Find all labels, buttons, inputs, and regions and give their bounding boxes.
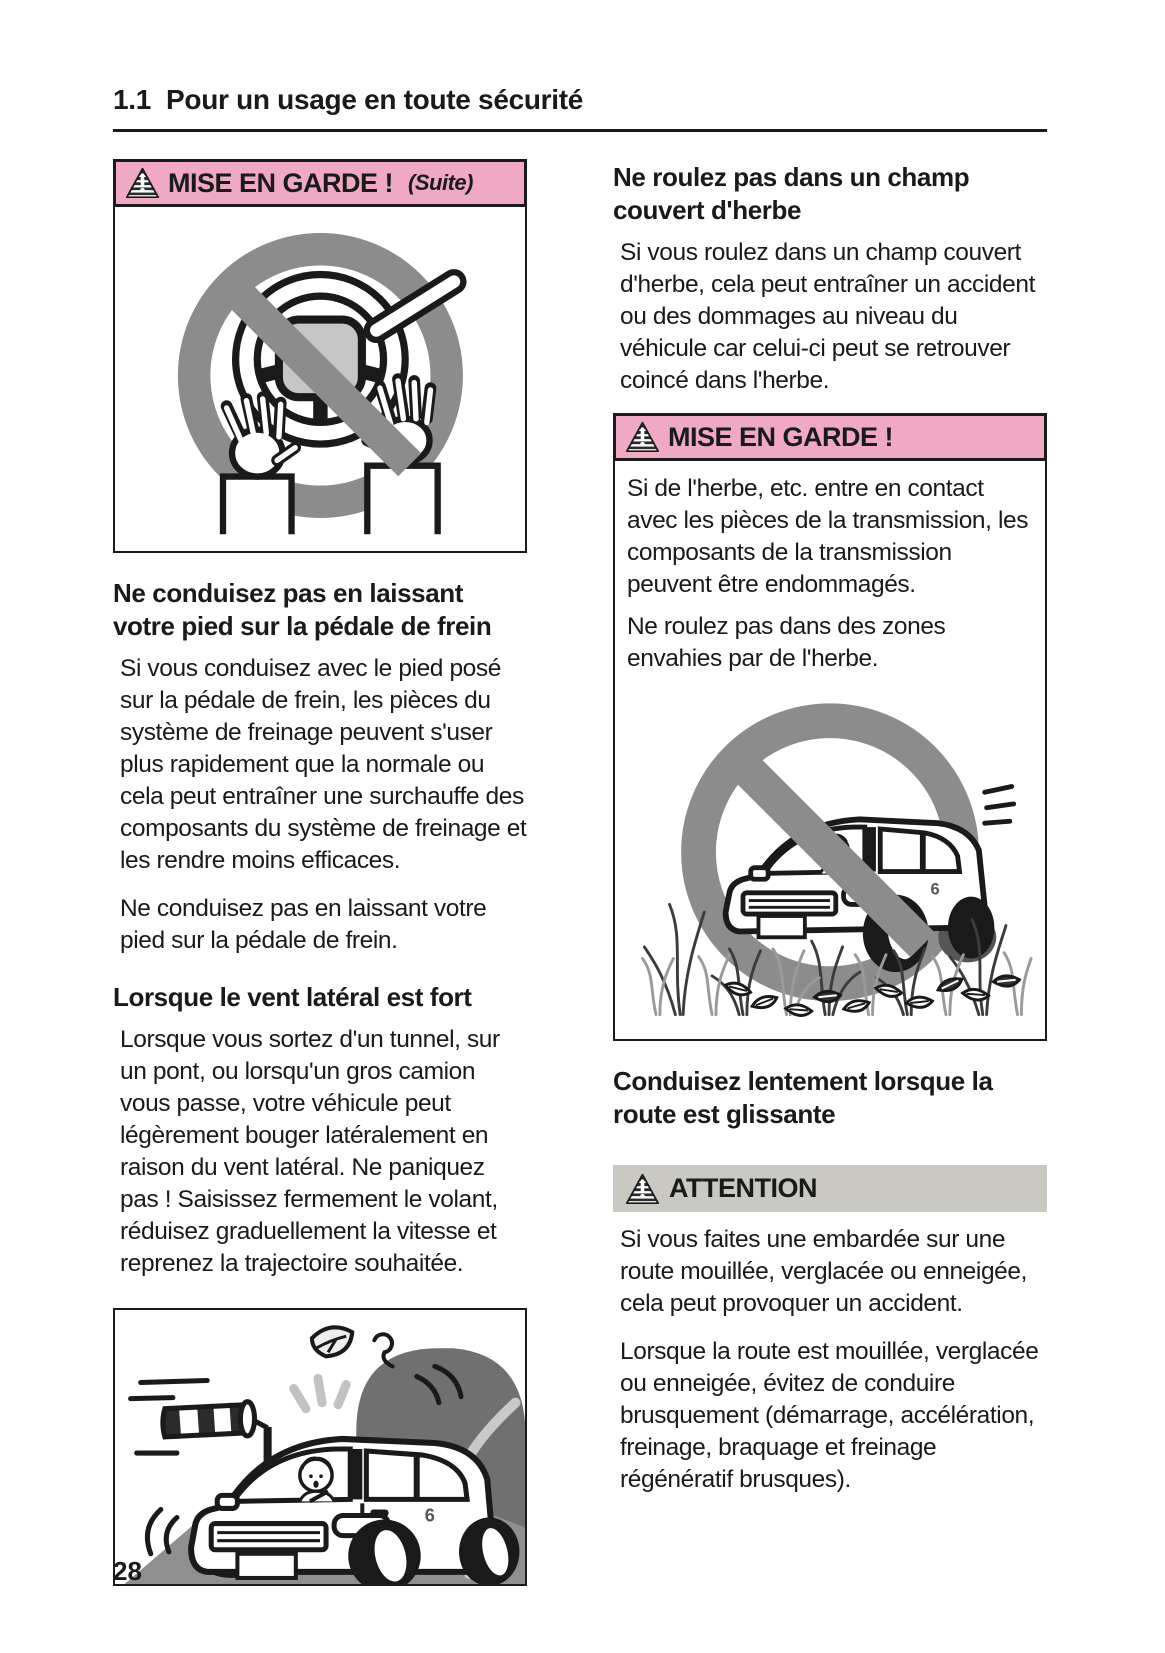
warning-box-image-area [113, 207, 527, 553]
heading-brake-pedal: Ne conduisez pas en laissant votre pied sur la pédale de frein [113, 578, 492, 641]
two-column-layout [113, 159, 1047, 1586]
grass-driving-prohibited-illustration [627, 685, 1033, 1031]
section-title: Pour un usage en toute sécurité [166, 84, 584, 115]
attention-paragraph-1: Si vous faites une embardée sur une route mouillée, verglacée ou enneigée, cela peut provoquer un accident. [620, 1226, 1028, 1317]
attention-box-header [613, 1165, 1047, 1212]
crosswind-illustration-box [113, 1308, 527, 1586]
paragraph-brake-1: Si vous conduisez avec le pied posé sur la pédale de frein, les pièces du système de freinage peuvent s'user plus rapidement que la normale ou cela peut entraîner une surchauffe des composants du système de freinage et les rendre moins efficaces. [120, 655, 527, 874]
page-number: 28 [113, 1556, 142, 1586]
paragraph-brake-2: Ne conduisez pas en laissant votre pied sur la pédale de frein. [120, 895, 487, 954]
page-content [113, 84, 1047, 1586]
crosswind-tunnel-illustration [115, 1310, 525, 1584]
svg-text:6: 6 [424, 1505, 435, 1526]
left-column [113, 159, 527, 1586]
section-header [113, 84, 1047, 132]
warning-title: MISE EN GARDE ! [668, 421, 894, 452]
warning-box-grass [613, 413, 1047, 1041]
attention-paragraph-2: Lorsque la route est mouillée, verglacée ou enneigée, évitez de conduire brusquement (démarrage, accélération, freinage, braquage et freinage régénératif brusques). [620, 1338, 1039, 1493]
warning-box-header [113, 159, 527, 207]
section-number: 1.1 [113, 84, 152, 115]
heading-slippery-road: Conduisez lentement lorsque la route est glissante [613, 1066, 993, 1129]
warning-box-continued [113, 159, 527, 553]
paragraph-crosswind: Lorsque vous sortez d'un tunnel, sur un pont, ou lorsqu'un gros camion vous passe, votre véhicule peut légèrement bouger latéralement en raison du vent latéral. Ne paniquez pas ! Saisissez fermement le volant, réduisez graduellement la vitesse et reprenez la trajectoire souhaitée. [120, 1026, 500, 1277]
svg-text:6: 6 [930, 880, 940, 899]
attention-title: ATTENTION [669, 1173, 817, 1203]
warning-triangle-icon [626, 422, 659, 452]
warning-paragraph-2: Ne roulez pas dans des zones envahies par de l'herbe. [627, 613, 946, 672]
no-hands-steering-illustration [140, 214, 501, 544]
warning-continued-label: (Suite) [408, 170, 473, 195]
heading-grass-field: Ne roulez pas dans un champ couvert d'herbe [613, 162, 970, 225]
warning-box-header [613, 413, 1047, 461]
warning-title: MISE EN GARDE ! [168, 167, 394, 198]
right-column [613, 159, 1047, 1586]
warning-paragraph-1: Si de l'herbe, etc. entre en contact avec les pièces de la transmission, les composants de la transmission peuvent être endommagés. [627, 475, 1029, 598]
heading-crosswind: Lorsque le vent latéral est fort [113, 982, 472, 1012]
paragraph-grass-field: Si vous roulez dans un champ couvert d'herbe, cela peut entraîner un accident ou des dommages au niveau du véhicule car celui-ci peut se retrouver coincé dans l'herbe. [620, 239, 1035, 394]
warning-box-text-area [613, 461, 1047, 1041]
warning-triangle-icon [126, 168, 159, 198]
warning-triangle-icon [626, 1174, 659, 1204]
